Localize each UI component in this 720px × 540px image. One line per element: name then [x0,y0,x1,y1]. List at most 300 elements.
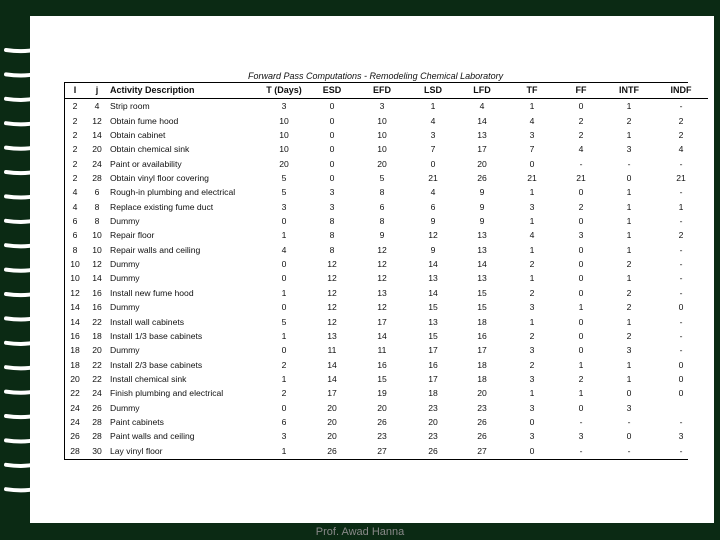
cell-col-description: Install wall cabinets [110,316,185,327]
cell-col-esd: 0 [329,172,335,183]
cell-col-tf: 1 [529,187,535,198]
header-col-indf: INDF [654,82,708,99]
cell-col-esd: 26 [327,445,337,456]
cell-col-esd: 0 [329,158,335,169]
cell-col-indf: - [679,287,683,298]
table-row [64,329,708,343]
binding-ring [6,375,54,392]
cell-col-ff: 0 [578,345,584,356]
cell-col-duration: 3 [281,431,287,442]
cell-col-efd: 15 [377,374,387,384]
table-row [64,444,708,458]
cell-col-intf: 1 [626,359,632,370]
cell-col-efd: 27 [377,445,387,456]
table-row [64,214,708,228]
cell-col-indf: - [679,101,683,112]
table-row [64,429,708,443]
cell-col-description: Repair walls and ceiling [110,244,201,255]
cell-col-duration: 1 [281,230,287,241]
cell-col-duration: 0 [281,259,287,270]
table-row [64,99,708,114]
cell-col-indf: - [679,316,683,327]
cell-col-efd: 12 [377,259,387,270]
cell-col-intf: 0 [626,388,632,399]
cell-col-intf: 1 [626,216,632,227]
binding-ring [6,253,54,270]
cell-col-indf: 0 [678,359,684,370]
binding-ring [6,400,54,417]
cell-col-j: 16 [92,302,102,313]
cell-col-tf: 7 [529,144,535,155]
cell-col-tf: 4 [529,115,535,126]
cell-col-i: 2 [72,115,78,126]
cell-col-indf: - [679,216,683,227]
table-row [64,343,708,357]
header-col-lsd: LSD [408,82,458,99]
cell-col-efd: 12 [377,273,387,284]
cell-col-ff: 2 [578,115,584,126]
cell-col-description: Paint or availability [110,158,182,169]
cell-col-efd: 16 [377,359,387,370]
cell-col-indf: 2 [678,115,684,126]
cell-col-lfd: 13 [477,230,487,241]
cell-col-duration: 5 [281,187,287,198]
cell-col-lsd: 23 [428,431,438,442]
cell-col-lfd: 26 [477,172,487,183]
binding-ring [6,448,54,465]
cell-col-esd: 12 [327,316,337,327]
cell-col-indf: 3 [678,431,684,442]
cell-col-esd: 0 [329,129,335,140]
cell-col-lfd: 14 [477,259,487,270]
cell-col-intf: 1 [626,101,632,112]
table-row [64,271,708,285]
cell-col-i: 4 [72,187,78,198]
cell-col-description: Strip room [110,101,150,112]
cell-col-lsd: 13 [428,316,438,327]
cell-col-indf: - [679,417,683,428]
cell-col-description: Dummy [110,345,140,356]
cell-col-lsd: 23 [428,402,438,413]
binding-ring [6,180,54,197]
cell-col-tf: 3 [529,302,535,313]
cell-col-tf: 1 [529,388,535,399]
binding-ring [6,424,54,441]
cell-col-indf: - [679,244,683,255]
table-row [64,357,708,371]
cell-col-ff: 0 [578,287,584,298]
cell-col-j: 10 [92,244,102,255]
cell-col-lsd: 3 [430,129,436,140]
cell-col-tf: 4 [529,230,535,241]
cell-col-indf: 0 [678,374,684,384]
cell-col-description: Obtain vinyl floor covering [110,172,209,183]
table-title: Forward Pass Computations - Remodeling Chemical Laboratory [248,71,504,81]
cell-col-ff: 3 [578,431,584,442]
binding-ring [6,204,54,221]
cell-col-tf: 3 [529,374,535,384]
header-col-j: j [86,82,108,99]
cell-col-ff: 0 [578,244,584,255]
cell-col-i: 18 [70,359,80,370]
cell-col-esd: 8 [329,230,335,241]
header-col-esd: ESD [308,82,356,99]
cell-col-i: 24 [70,402,80,413]
header-col-duration: T (Days) [260,82,308,99]
cell-col-ff: 2 [578,201,584,212]
cell-col-lfd: 18 [477,359,487,370]
cell-col-esd: 0 [329,144,335,155]
cell-col-indf: - [679,345,683,356]
binding-ring [6,302,54,319]
cell-col-lfd: 13 [477,273,487,284]
cell-col-duration: 0 [281,216,287,227]
cell-col-duration: 1 [281,374,287,384]
cell-col-duration: 10 [279,129,289,140]
cell-col-ff: - [579,417,583,428]
header-col-intf: INTF [604,82,654,99]
cell-col-esd: 0 [329,115,335,126]
cell-col-intf: 1 [626,187,632,198]
cell-col-duration: 0 [281,402,287,413]
cell-col-esd: 20 [327,431,337,442]
cell-col-lfd: 27 [477,445,487,456]
cell-col-description: Install 1/3 base cabinets [110,330,203,341]
cell-col-description: Obtain chemical sink [110,144,190,155]
cell-col-lsd: 17 [428,374,438,384]
cell-col-j: 24 [92,158,102,169]
binding-ring [6,326,54,343]
cell-col-lsd: 1 [430,101,436,112]
cell-col-efd: 19 [377,388,387,399]
cell-col-j: 20 [92,144,102,155]
cell-col-duration: 10 [279,144,289,155]
table-row [64,401,708,415]
cell-col-indf: 0 [678,388,684,399]
cell-col-efd: 10 [377,115,387,126]
cell-col-esd: 12 [327,273,337,284]
cell-col-description: Install chemical sink [110,374,187,384]
cell-col-efd: 8 [379,216,385,227]
table-row [64,156,708,170]
cell-col-lfd: 14 [477,115,487,126]
cell-col-indf: 21 [676,172,686,183]
cell-col-indf: - [679,158,683,169]
cell-col-esd: 0 [329,101,335,112]
cell-col-j: 8 [94,216,100,227]
cell-col-i: 2 [72,172,78,183]
table-row [64,128,708,142]
cell-col-efd: 6 [379,201,385,212]
cell-col-tf: 2 [529,287,535,298]
cell-col-ff: 4 [578,144,584,155]
footer-author: Prof. Awad Hanna [315,526,405,538]
cell-col-intf: - [627,158,631,169]
binding-ring [6,107,54,124]
cell-col-tf: 2 [529,330,535,341]
table-row [64,286,708,300]
cell-col-intf: 1 [626,374,632,384]
cell-col-esd: 3 [329,201,335,212]
cell-col-ff: 1 [578,302,584,313]
cell-col-description: Dummy [110,302,140,313]
cell-col-i: 20 [70,374,80,384]
cell-col-efd: 8 [379,187,385,198]
cell-col-ff: 1 [578,388,584,399]
cell-col-tf: 0 [529,158,535,169]
cell-col-intf: 1 [626,316,632,327]
cell-col-duration: 1 [281,445,287,456]
cell-col-esd: 11 [327,345,337,356]
header-col-tf: TF [506,82,558,99]
cell-col-lfd: 9 [479,216,485,227]
cell-col-i: 18 [70,345,80,356]
cell-col-tf: 0 [529,417,535,428]
cell-col-description: Finish plumbing and electrical [110,388,224,399]
cell-col-lsd: 0 [430,158,436,169]
cell-col-j: 24 [92,388,102,399]
cell-col-efd: 5 [379,172,385,183]
cell-col-indf: - [679,259,683,270]
cell-col-duration: 2 [281,388,287,399]
cell-col-j: 22 [92,316,102,327]
cell-col-efd: 17 [377,316,387,327]
cell-col-ff: 21 [576,172,586,183]
cell-col-lsd: 6 [430,201,436,212]
cell-col-esd: 14 [327,359,337,370]
binding-ring [6,229,54,246]
table-row [64,243,708,257]
table-row [64,142,708,156]
cell-col-indf: 2 [678,129,684,140]
cell-col-efd: 26 [377,417,387,428]
table-row [64,300,708,314]
cell-col-lfd: 26 [477,431,487,442]
cell-col-intf: 1 [626,230,632,241]
cell-col-indf: - [679,445,683,456]
cell-col-indf: 2 [678,230,684,241]
cell-col-i: 6 [72,230,78,241]
table-row [64,171,708,185]
cell-col-esd: 12 [327,302,337,313]
cell-col-i: 28 [70,445,80,456]
cell-col-lsd: 15 [428,302,438,313]
cell-col-lsd: 12 [428,230,438,241]
binding-ring [6,278,54,295]
cell-col-j: 30 [92,445,102,456]
cell-col-i: 2 [72,101,78,112]
cell-col-lfd: 26 [477,417,487,428]
binding-ring [6,34,54,51]
cell-col-indf: 0 [678,302,684,313]
cell-col-ff: 0 [578,330,584,341]
cell-col-tf: 21 [527,172,537,183]
cell-col-description: Repair floor [110,230,155,241]
cell-col-j: 8 [94,201,100,212]
cell-col-lsd: 14 [428,259,438,270]
cell-col-j: 28 [92,431,102,442]
cell-col-lsd: 26 [428,445,438,456]
cell-col-efd: 12 [377,244,387,255]
cell-col-duration: 0 [281,273,287,284]
cell-col-tf: 1 [529,101,535,112]
cell-col-duration: 4 [281,244,287,255]
cell-col-ff: 0 [578,316,584,327]
cell-col-intf: 2 [626,259,632,270]
cell-col-ff: 2 [578,374,584,384]
cell-col-ff: 0 [578,273,584,284]
cell-col-j: 14 [92,273,102,284]
cell-col-esd: 8 [329,216,335,227]
cell-col-ff: 0 [578,216,584,227]
cell-col-duration: 0 [281,302,287,313]
header-col-lfd: LFD [458,82,506,99]
cell-col-indf: 4 [678,144,684,155]
binding-ring [6,131,54,148]
cell-col-tf: 1 [529,216,535,227]
cell-col-efd: 3 [379,101,385,112]
cell-col-ff: - [579,445,583,456]
cell-col-duration: 5 [281,316,287,327]
cell-col-lsd: 20 [428,417,438,428]
cell-col-esd: 20 [327,417,337,428]
cell-col-efd: 20 [377,158,387,169]
cell-col-indf: - [679,273,683,284]
cell-col-intf: 1 [626,273,632,284]
cell-col-lsd: 14 [428,287,438,298]
binding-ring [6,156,54,173]
cell-col-lsd: 9 [430,216,436,227]
cell-col-tf: 3 [529,402,535,413]
forward-pass-table [64,82,708,458]
cell-col-i: 8 [72,244,78,255]
cell-col-ff: 0 [578,259,584,270]
cell-col-tf: 1 [529,316,535,327]
table-row [64,185,708,199]
cell-col-esd: 13 [327,330,337,341]
cell-col-i: 2 [72,158,78,169]
cell-col-i: 24 [70,417,80,428]
cell-col-lfd: 23 [477,402,487,413]
cell-col-lfd: 18 [477,316,487,327]
cell-col-lfd: 13 [477,129,487,140]
cell-col-intf: 1 [626,201,632,212]
table-row [64,113,708,127]
cell-col-duration: 6 [281,417,287,428]
cell-col-duration: 5 [281,172,287,183]
cell-col-esd: 14 [327,374,337,384]
cell-col-intf: 1 [626,244,632,255]
cell-col-lfd: 15 [477,302,487,313]
cell-col-tf: 3 [529,201,535,212]
cell-col-i: 16 [70,330,80,341]
cell-col-intf: 2 [626,287,632,298]
table-row [64,257,708,271]
cell-col-description: Install 2/3 base cabinets [110,359,203,370]
cell-col-esd: 8 [329,244,335,255]
cell-col-i: 10 [70,273,80,284]
cell-col-ff: 3 [578,230,584,241]
cell-col-j: 14 [92,129,102,140]
cell-col-tf: 1 [529,244,535,255]
cell-col-ff: 0 [578,187,584,198]
cell-col-lsd: 18 [428,388,438,399]
binding-ring [6,473,54,490]
cell-col-lsd: 9 [430,244,436,255]
cell-col-lfd: 20 [477,388,487,399]
cell-col-lsd: 15 [428,330,438,341]
cell-col-j: 4 [94,101,100,112]
cell-col-lfd: 17 [477,345,487,356]
cell-col-intf: - [627,445,631,456]
cell-col-intf: 3 [626,144,632,155]
cell-col-efd: 23 [377,431,387,442]
cell-col-description: Install new fume hood [110,287,194,298]
cell-col-duration: 1 [281,287,287,298]
cell-col-efd: 10 [377,144,387,155]
cell-col-esd: 20 [327,402,337,413]
cell-col-j: 28 [92,172,102,183]
cell-col-ff: 0 [578,402,584,413]
cell-col-intf: 0 [626,172,632,183]
cell-col-intf: 2 [626,302,632,313]
header-col-ff: FF [558,82,604,99]
cell-col-j: 6 [94,187,100,198]
cell-col-description: Paint cabinets [110,417,164,428]
cell-col-intf: 1 [626,129,632,140]
cell-col-description: Dummy [110,216,140,227]
cell-col-j: 28 [92,417,102,428]
cell-col-ff: 1 [578,359,584,370]
cell-col-i: 4 [72,201,78,212]
cell-col-duration: 0 [281,345,287,356]
cell-col-lfd: 20 [477,158,487,169]
cell-col-intf: 2 [626,330,632,341]
cell-col-esd: 17 [327,388,337,399]
cell-col-indf: 1 [678,201,684,212]
cell-col-description: Dummy [110,259,140,270]
cell-col-indf: - [679,330,683,341]
cell-col-tf: 1 [529,273,535,284]
cell-col-efd: 14 [377,330,387,341]
cell-col-duration: 3 [281,101,287,112]
cell-col-i: 2 [72,144,78,155]
cell-col-efd: 10 [377,129,387,140]
cell-col-description: Lay vinyl floor [110,445,163,456]
cell-col-tf: 2 [529,359,535,370]
cell-col-j: 20 [92,345,102,356]
cell-col-j: 22 [92,359,102,370]
cell-col-j: 18 [92,330,102,341]
cell-col-lsd: 16 [428,359,438,370]
table-row [64,314,708,328]
header-col-efd: EFD [356,82,408,99]
binding-ring [6,58,54,75]
cell-col-tf: 2 [529,259,535,270]
cell-col-description: Obtain fume hood [110,115,179,126]
cell-col-tf: 3 [529,129,535,140]
cell-col-lfd: 4 [479,101,485,112]
cell-col-efd: 11 [377,345,387,356]
cell-col-j: 10 [92,230,102,241]
cell-col-duration: 10 [279,115,289,126]
cell-col-lfd: 9 [479,201,485,212]
cell-col-lsd: 7 [430,144,436,155]
cell-col-ff: 0 [578,101,584,112]
cell-col-esd: 12 [327,287,337,298]
cell-col-indf: - [679,187,683,198]
cell-col-i: 14 [70,302,80,313]
